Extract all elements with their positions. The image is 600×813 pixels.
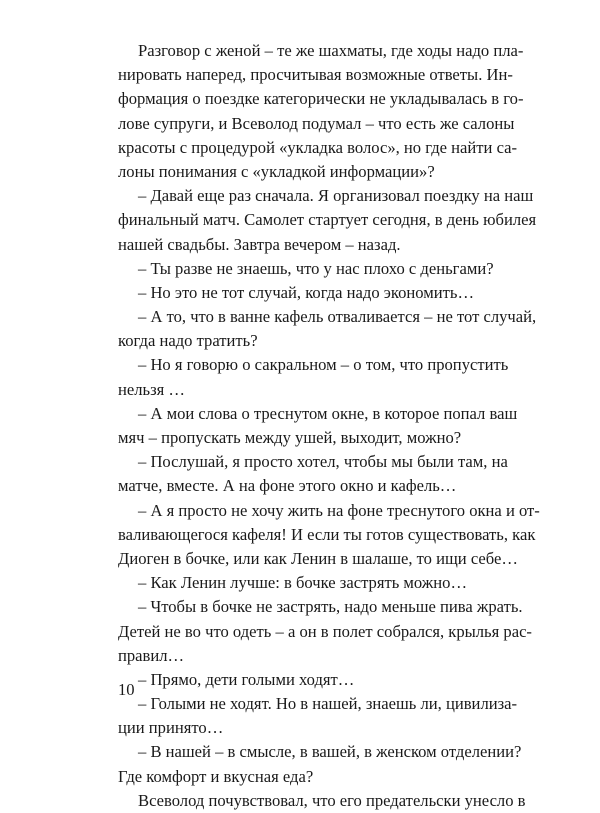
text-line: – А мои слова о треснутом окне, в которое попал ваш — [138, 403, 518, 423]
text-line: – А то, что в ванне кафель отваливается – не тот случай, — [138, 307, 537, 327]
text-line: Разговор с женой – те же шахматы, где ходы надо пла- — [138, 41, 524, 60]
text-line: матче, вместе. А на фоне этого окно и кафель… — [118, 476, 457, 496]
text-line: – Голыми не ходят. Но в нашей, знаешь ли, цивилиза- — [138, 694, 518, 714]
text-line: красоты с процедурой «укладка волос», но где найти са- — [118, 137, 518, 157]
text-line: – В нашей – в смысле, в вашей, в женском отделении? — [138, 742, 522, 762]
body-text — [118, 39, 540, 813]
text-line: – А я просто не хочу жить на фоне треснутого окна и от- — [138, 500, 540, 520]
text-line: – Прямо, дети голыми ходят… — [138, 669, 355, 689]
text-line: формация о поездке категорически не укладывалась в го- — [118, 89, 524, 109]
text-line: – Но я говорю о сакральном – о том, что пропустить — [138, 355, 509, 375]
text-line: – Послушай, я просто хотел, чтобы мы были там, на — [138, 452, 508, 472]
text-line: валивающегося кафеля! И если ты готов существовать, как — [118, 524, 536, 544]
text-line: Детей не во что одеть – а он в полет собрался, крылья рас- — [118, 621, 532, 641]
text-line: – Чтобы в бочке не застрять, надо меньше пива жрать. — [138, 597, 523, 617]
text-line: – Ты разве не знаешь, что у нас плохо с деньгами? — [138, 258, 494, 278]
text-line: ции принято… — [118, 718, 224, 738]
text-line: нашей свадьбы. Завтра вечером – назад. — [118, 234, 401, 254]
text-line: – Как Ленин лучше: в бочке застрять можно… — [138, 573, 468, 593]
text-line: правил… — [118, 645, 185, 665]
text-line: Диоген в бочке, или как Ленин в шалаше, то ищи себе… — [118, 548, 518, 568]
text-line: мяч – пропускать между ушей, выходит, можно? — [118, 428, 462, 447]
text-line: Где комфорт и вкусная еда? — [118, 766, 314, 786]
page-number: 10 — [118, 680, 135, 699]
text-line: лове супруги, и Всеволод подумал – что есть же салоны — [118, 113, 515, 133]
text-line: финальный матч. Самолет стартует сегодня, в день юбилея — [118, 210, 537, 230]
text-line: – Давай еще раз сначала. Я организовал поездку на наш — [138, 186, 534, 206]
text-line: лоны понимания с «укладкой информации»? — [118, 161, 435, 181]
text-line: нировать наперед, просчитывая возможные ответы. Ин- — [118, 65, 513, 85]
text-line: – Но это не тот случай, когда надо экономить… — [138, 282, 475, 302]
text-line: Всеволод почувствовал, что его предательски унесло в — [138, 790, 526, 810]
text-line: нельзя … — [118, 379, 186, 399]
text-line: когда надо тратить? — [118, 331, 258, 351]
